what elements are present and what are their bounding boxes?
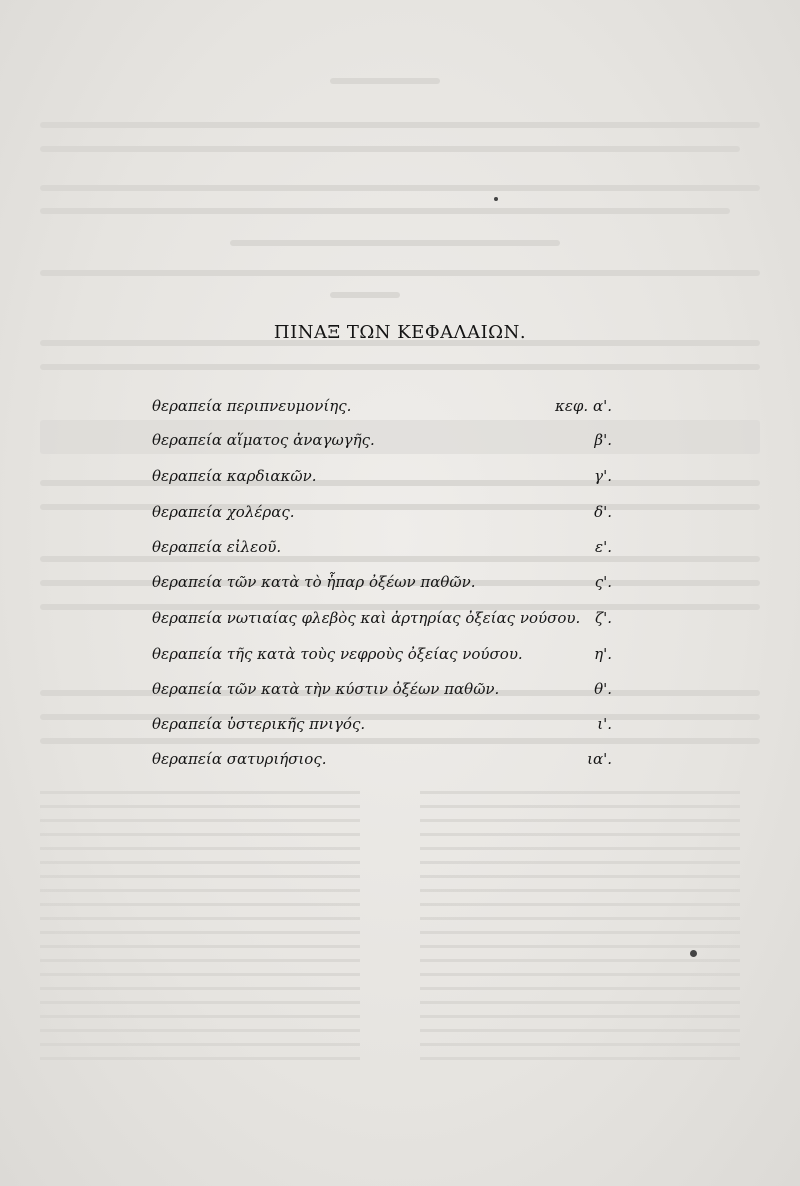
bleed-through-header (330, 78, 440, 84)
toc-entry-title: θεραπεία τῶν κατὰ τὴν κύστιν ὀξέων παθῶν. (152, 680, 500, 698)
ink-speck (494, 197, 498, 201)
toc-entry (152, 397, 612, 423)
bleed-through-line (40, 146, 740, 152)
bleed-through-line (330, 292, 400, 298)
toc-entry-title: θεραπεία τῆς κατὰ τοὺς νεφροὺς ὀξείας νούσου. (152, 645, 523, 663)
bleed-through-line (40, 270, 760, 276)
toc-entry-number: β'. (594, 431, 612, 449)
toc-entry-title: θεραπεία σατυριήσιος. (152, 750, 327, 768)
toc-entry-number: δ'. (594, 503, 612, 521)
toc-entry-title: θεραπεία νωτιαίας φλεβὸς καὶ ἀρτηρίας ὀξείας νούσου. (152, 609, 581, 627)
toc-entry-title: θεραπεία περιπνευμονίης. (152, 397, 352, 415)
toc-entry (152, 715, 612, 741)
bleed-through-line (40, 208, 730, 214)
bleed-through-line (40, 122, 760, 128)
toc-entry-number: ε'. (595, 538, 612, 556)
toc-entry-title: θεραπεία χολέρας. (152, 503, 295, 521)
toc-entry-title: θεραπεία αἵματος ἀναγωγῆς. (152, 431, 375, 449)
toc-entry (152, 645, 612, 671)
toc-entry (152, 750, 612, 776)
toc-entry (152, 431, 612, 457)
toc-entry-number: ς'. (594, 573, 612, 591)
toc-entry (152, 680, 612, 706)
toc-entry-title: θεραπεία εἰλεοῦ. (152, 538, 282, 556)
bleed-through-line (40, 364, 760, 370)
toc-entry (152, 467, 612, 493)
toc-entry-number: η'. (594, 645, 612, 663)
bleed-through-column-left (40, 780, 360, 1070)
toc-entry-title: θεραπεία ὑστερικῆς πνιγός. (152, 715, 366, 733)
bleed-through-column-right (420, 780, 740, 1070)
ink-speck (690, 950, 697, 957)
toc-entry-number: κεφ. α'. (555, 397, 612, 415)
toc-entry (152, 573, 612, 599)
toc-entry-title: θεραπεία τῶν κατὰ τὸ ἧπαρ ὀξέων παθῶν. (152, 573, 476, 591)
toc-entry-number: ζ'. (594, 609, 612, 627)
toc-entry (152, 538, 612, 564)
toc-entry-number: ια'. (587, 750, 612, 768)
bleed-through-heading (230, 240, 560, 246)
toc-entry (152, 609, 612, 635)
toc-entry (152, 503, 612, 529)
page-title: ΠΙΝΑΞ ΤΩΝ ΚΕΦΑΛΑΙΩΝ. (273, 322, 527, 343)
toc-entry-number: θ'. (594, 680, 612, 698)
toc-entry-number: ι'. (597, 715, 612, 733)
bleed-through-line (40, 185, 760, 191)
toc-entry-title: θεραπεία καρδιακῶν. (152, 467, 317, 485)
toc-entry-number: γ'. (594, 467, 612, 485)
